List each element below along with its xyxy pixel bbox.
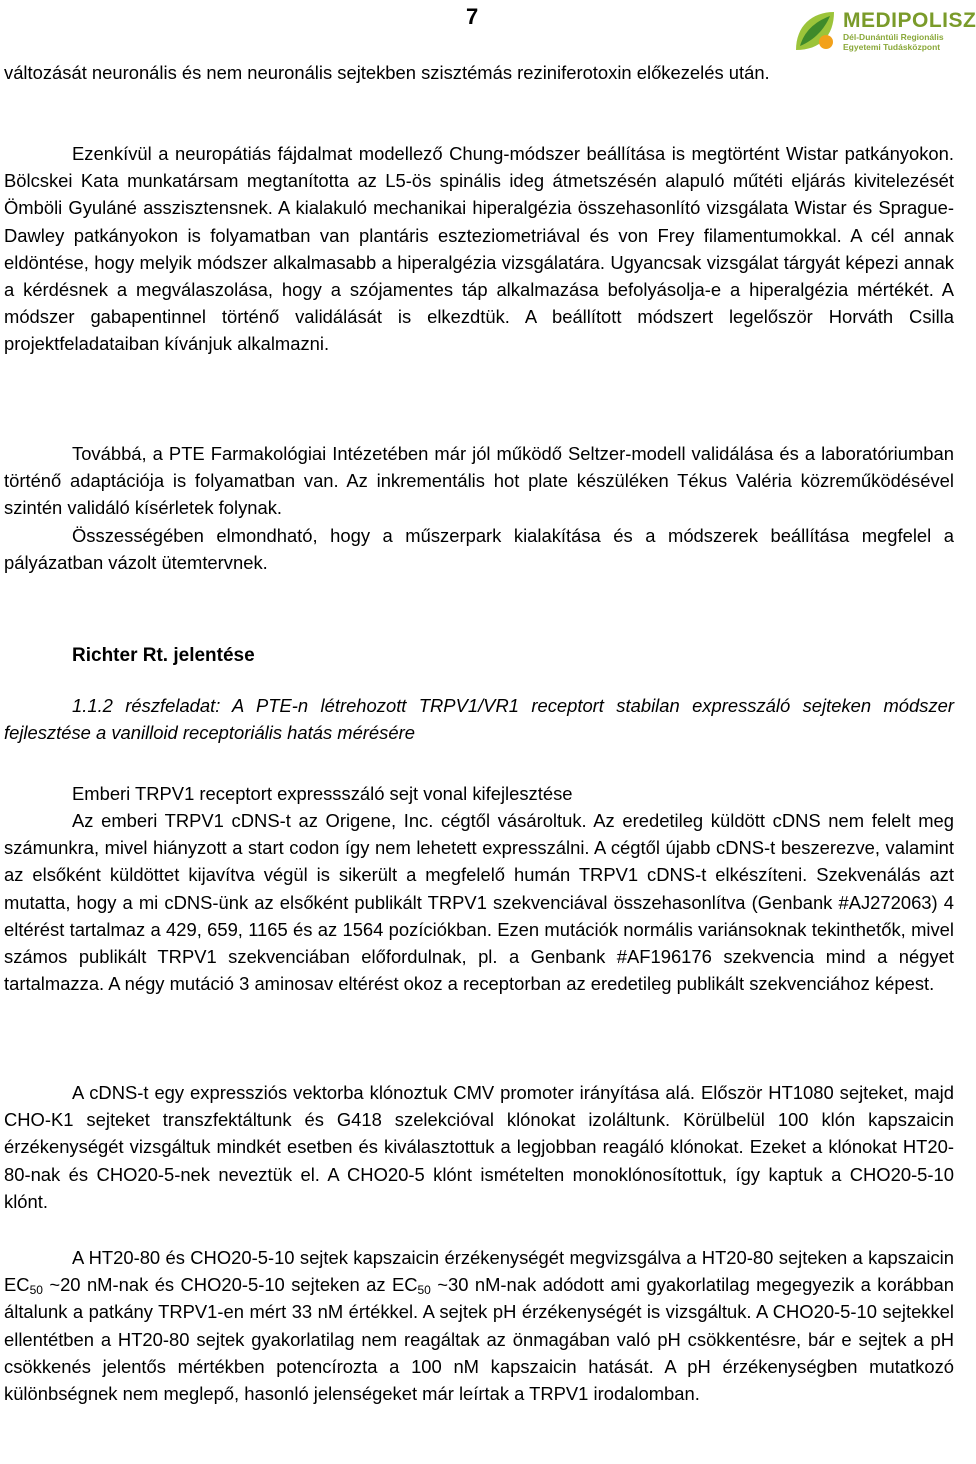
paragraph-3: Továbbá, a PTE Farmakológiai Intézetében már jól működő Seltzer-modell validálása és a laboratóriumban történő adaptációja is folyamatban van. Az inkrementális hot plate készüléken Tékus Valéria közreműködésével szintén validáló kísérletek folynak. — [4, 443, 954, 519]
paragraph-7-part-1: A HT20-80 és CHO20-5-10 sejtek kapszaicin érzékenységét megvizsgálva a HT20-80 sejteken a kapszaicin EC — [4, 1247, 954, 1296]
logo-subtitle-2: Egyetemi Tudásközpont — [843, 41, 941, 52]
ec50-subscript-2: 50 — [417, 1283, 431, 1298]
paragraph-4: Összességében elmondható, hogy a műszerpark kialakítása és a módszerek beállítása megfelel a pályázatban vázolt ütemtervnek. — [4, 525, 954, 574]
paragraph-7-part-3: ~30 nM-nak adódott ami gyakorlatilag megegyezik a korábban általunk a patkány TRPV1-en mért 33 nM értékkel. A sejtek pH érzékenységét is vizsgáltuk. A CHO20-5-10 sejtekkel ellentétben a HT20-80 sejtek gyakorlatilag nem reagáltak az önmagában való pH csökkentésre, bár e sejtek a pH csökkenés jelentős mértékben potencírozta a 100 nM kapszaicin hatását. A pH érzékenységben mutatkozó különbségnek nem meglepő, hasonló jelenségeket már leírtak a TRPV1 irodalomban. — [4, 1274, 954, 1405]
paragraph-7-part-2: ~20 nM-nak és CHO20-5-10 sejteken az EC — [42, 1274, 418, 1296]
logo-subtitle-1: Dél-Dunántúli Regionális — [843, 31, 944, 42]
medipolisz-logo — [790, 3, 976, 58]
paragraph-1: változását neuronális és nem neuronális sejtekben szisztémás reziniferotoxin előkezelés után. — [4, 62, 770, 83]
paragraph-2: Ezenkívül a neuropátiás fájdalmat modellező Chung-módszer beállítása is megtörtént Wistar patkányokon. Bölcskei Kata munkatársam megtanította az L5-ös spinális ideg átmetszésén alapuló műtéti eljárás kivitelezését Ömböli Gyuláné asszisztensnek. A kialakuló mechanikai hiperalgézia összehasonlító vizsgálata Wistar és Sprague-Dawley patkányokon is folyamatban van plantáris eszteziometriával és von Frey filamentumokkal. A cél annak eldöntése, hogy melyik módszer alkalmasabb a hiperalgézia vizsgálatára. Ugyancsak vizsgálat tárgyát képezi annak a kérdésnek a megválaszolása, hogy a szójamentes táp alkalmazása befolyásolja-e a hiperalgézia mértékét. A módszer gabapentinnel történő validálását is elkezdtük. A beállított módszert legelőször Horváth Csilla projektfeladataiban kívánjuk alkalmazni. — [4, 143, 954, 355]
ec50-subscript-1: 50 — [29, 1283, 43, 1298]
subheading: Emberi TRPV1 receptort expressszáló sejt vonal kifejlesztése — [72, 783, 573, 804]
task-description: 1.1.2 részfeladat: A PTE-n létrehozott TRPV1/VR1 receptort stabilan expresszáló sejteken módszer fejlesztése a vanilloid receptoriális hatás mérésére — [4, 695, 954, 744]
paragraph-7 — [4, 1244, 954, 1407]
section-heading: Richter Rt. jelentése — [72, 645, 255, 666]
logo-title: MEDIPOLISZ — [843, 8, 976, 32]
leaf-logo-icon — [790, 6, 840, 56]
page-number: 7 — [466, 4, 479, 29]
paragraph-5: Az emberi TRPV1 cDNS-t az Origene, Inc. cégtől vásároltuk. Az eredetileg küldött cDNS nem felelt meg számunkra, mivel hiányzott a start codon így nem lehetett expresszálni. A cégtől újabb cDNS-t beszerezve, valamint az elsőként küldöttet kijavítva végül is sikerült a megfelelő humán TRPV1 cDNS-t elkészíteni. Szekvenálás azt mutatta, hogy a mi cDNS-ünk az elsőként publikált TRPV1 szekvenciával összehasonlítva (Genbank #AJ272063) 4 eltérést tartalmaz a 429, 659, 1165 és az 1564 pozíciókban. Ezen mutációk normális variánsoknak tekinthetők, mivel számos publikált TRPV1 szekvenciában előfordulnak, pl. a Genbank #AF196176 szekvencia mind a négyet tartalmazza. A négy mutáció 3 aminosav eltérést okoz a receptorban az eredetileg publikált szekvenciához képest. — [4, 810, 954, 995]
paragraph-6: A cDNS-t egy expressziós vektorba klónoztuk CMV promoter irányítása alá. Először HT1080 sejteket, majd CHO-K1 sejteket transzfektáltunk és G418 szelekcióval klónokat izoláltunk. Körülbelül 100 klón kapszaicin érzékenységét vizsgáltuk mindkét esetben és kiválasztottuk a legjobban reagáló klónokat. Ezeket a klónokat HT20-80-nak és CHO20-5-nek neveztük el. A CHO20-5 klónt ismételten monoklónosítottuk, így kaptuk a CHO20-5-10 klónt. — [4, 1082, 954, 1212]
